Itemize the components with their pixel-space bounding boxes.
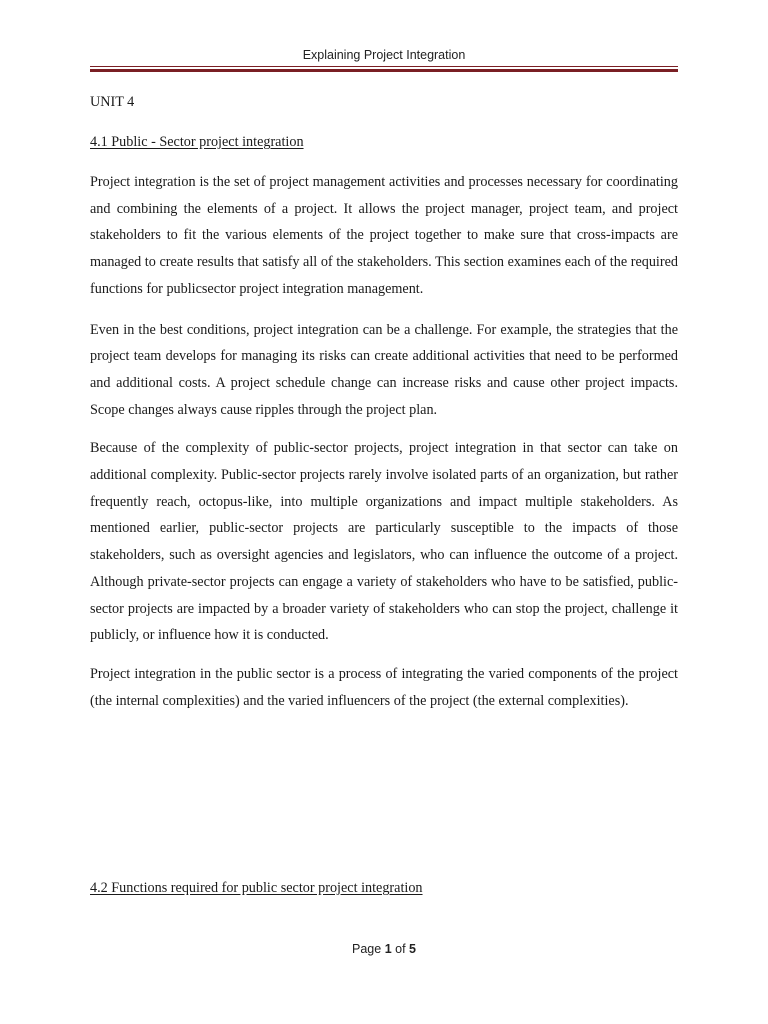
page-label: Page [352, 942, 382, 956]
paragraph-1: Project integration is the set of project management activities and processes necessary for coordinating and combining the elements of a project. It allows the project manager, project team, and project stakeholders to fit the various elements of the project together to make sure that cross-impacts are managed to create results that satisfy all of the stakeholders. This section examines each of the required functions for publicsector project integration management. [90, 174, 678, 297]
page-footer [0, 942, 768, 956]
page-header [0, 48, 768, 62]
document-body [90, 92, 678, 714]
section-heading-4-1: 4.1 Public - Sector project integration [90, 134, 304, 150]
current-page-number: 1 [384, 942, 392, 956]
section-heading-4-2: 4.2 Functions required for public sector project integration [90, 880, 423, 896]
header-rule-thick [90, 69, 678, 72]
paragraph-2: Even in the best conditions, project integration can be a challenge. For example, the strategies that the project team develops for managing its risks can create additional activities that need to be performed and additional costs. A project schedule change can increase risks and cause other project impacts. Scope changes always cause ripples through the project plan. [90, 321, 678, 418]
paragraph-4: Project integration in the public sector is a process of integrating the varied components of the project (the internal complexities) and the varied influencers of the project (the external complexities). [90, 665, 678, 709]
paragraph-3: Because of the complexity of public-sector projects, project integration in that sector can take on additional complexity. Public-sector projects rarely involve isolated parts of an organization, but rather frequently reach, octopus-like, into multiple organizations and impact multiple stakeholders. As mentioned earlier, public-sector projects are particularly susceptible to the impacts of those stakeholders, such as oversight agencies and legislators, who can influence the outcome of a project. Although private-sector projects can engage a variety of stakeholders who have to be satisfied, public-sector projects are impacted by a broader variety of stakeholders who can stop the project, challenge it publicly, or influence how it is conducted. [90, 440, 678, 644]
of-label: of [395, 942, 406, 956]
page-header-title: Explaining Project Integration [302, 48, 466, 62]
unit-title: UNIT 4 [90, 94, 135, 110]
total-pages-number: 5 [409, 942, 416, 956]
header-rule-thin [90, 66, 678, 67]
